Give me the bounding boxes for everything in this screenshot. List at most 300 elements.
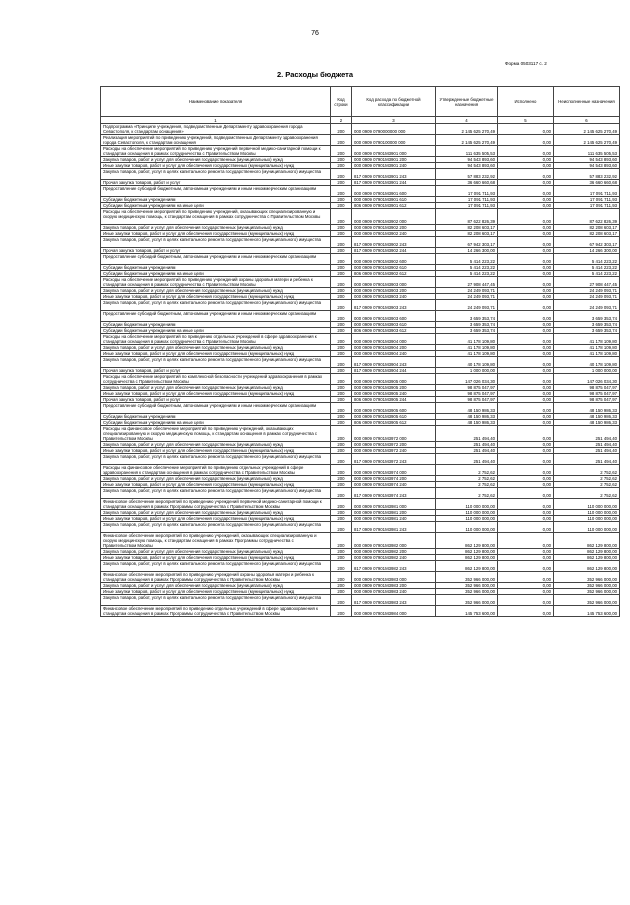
row-remaining: 110 000 000,00: [554, 499, 620, 510]
row-code: 200: [331, 265, 352, 271]
row-classification: 000 0909 07901М3974 200: [352, 476, 436, 482]
row-approved: 862 129 800,00: [436, 561, 498, 572]
row-classification: 000 0909 07901М3905 000: [352, 374, 436, 385]
row-classification: 000 0909 07901М3974 000: [352, 465, 436, 476]
row-remaining: 41 178 109,80: [554, 351, 620, 357]
row-name: Предоставление субсидий бюджетным, автономным учреждениям и иным некоммерческим организациям: [101, 186, 331, 197]
row-classification: 000 0909 07901М3983 200: [352, 583, 436, 589]
row-remaining: 862 129 800,00: [554, 533, 620, 549]
row-remaining: 5 414 223,22: [554, 254, 620, 265]
form-code: Форма 0503117 с. 2: [505, 61, 547, 66]
row-executed: 0,00: [498, 454, 554, 465]
row-executed: 0,00: [498, 237, 554, 248]
row-name: Закупка товаров, работ, услуг в целях капитального ремонта государственного (муниципального) имущества: [101, 300, 331, 311]
row-classification: 000 0909 07901М3972 240: [352, 448, 436, 454]
row-code: 200: [331, 454, 352, 465]
row-remaining: 110 000 000,00: [554, 516, 620, 522]
row-name: Расходы на финансовое обеспечение мероприятий по приведению учреждений, оказывающих специализированную и скорую медицинскую помощь, к стандартам оснащения в рамках сотрудничества с Правительством Москвы: [101, 426, 331, 442]
row-approved: 3 659 353,74: [436, 322, 498, 328]
row-classification: 817 0909 07901М3981 243: [352, 522, 436, 533]
row-code: 200: [331, 357, 352, 368]
row-name: Реализация мероприятий по приведению учреждений, подведомственных Департаменту здравоохранения города Севастополя, к стандартам оснащения: [101, 135, 331, 146]
row-approved: 1 000 000,00: [436, 368, 498, 374]
row-name: Финансовое обеспечение мероприятий по приведению учреждений, оказывающих специализированную и скорую медицинскую помощь, к стандартам оснащения в рамках Программы сотрудничества с Правительством Москвы: [101, 533, 331, 549]
row-executed: 0,00: [498, 516, 554, 522]
row-code: 200: [331, 414, 352, 420]
row-classification: 000 0909 07901М3903 240: [352, 294, 436, 300]
row-remaining: 94 543 893,60: [554, 163, 620, 169]
row-name: Иные закупки товаров, работ и услуг для обеспечения государственных (муниципальных) нужд: [101, 482, 331, 488]
row-approved: 87 622 826,39: [436, 209, 498, 225]
row-code: 200: [331, 157, 352, 163]
row-approved: 98 875 047,97: [436, 397, 498, 403]
row-code: 200: [331, 197, 352, 203]
column-number: 1: [101, 117, 331, 124]
row-code: 200: [331, 254, 352, 265]
row-code: 200: [331, 146, 352, 157]
row-classification: 817 0909 07901М3903 243: [352, 300, 436, 311]
row-classification: 000 0909 07901М3901 610: [352, 197, 436, 203]
row-name: Расходы на обеспечение мероприятий по приведению учреждений первичной медико-санитарной помощи к стандартам оснащения в рамках сотрудничества с Правительством Москвы: [101, 146, 331, 157]
row-remaining: 2 752,62: [554, 488, 620, 499]
row-name: Иные закупки товаров, работ и услуг для обеспечения государственных (муниципальных) нужд: [101, 163, 331, 169]
row-approved: 24 249 093,71: [436, 294, 498, 300]
row-remaining: 147 026 034,30: [554, 374, 620, 385]
row-executed: 0,00: [498, 499, 554, 510]
row-approved: 41 178 109,80: [436, 345, 498, 351]
row-executed: 0,00: [498, 476, 554, 482]
row-classification: 817 0909 07901М3972 243: [352, 454, 436, 465]
row-executed: 0,00: [498, 522, 554, 533]
row-approved: 36 660 660,68: [436, 180, 498, 186]
row-executed: 0,00: [498, 533, 554, 549]
row-executed: 0,00: [498, 510, 554, 516]
section-title: 2. Расходы бюджета: [276, 70, 354, 79]
row-name: Закупка товаров, работ, услуг в целях капитального ремонта государственного (муниципального) имущества: [101, 561, 331, 572]
row-remaining: 14 266 300,00: [554, 248, 620, 254]
row-name: Предоставление субсидий бюджетным, автономным учреждениям и иным некоммерческим организациям: [101, 403, 331, 414]
row-remaining: 862 129 800,00: [554, 555, 620, 561]
row-code: 200: [331, 334, 352, 345]
row-code: 200: [331, 124, 352, 135]
row-classification: 000 0909 07901М3983 000: [352, 572, 436, 583]
row-executed: 0,00: [498, 357, 554, 368]
row-approved: 352 966 000,00: [436, 595, 498, 606]
row-executed: 0,00: [498, 180, 554, 186]
row-code: 200: [331, 522, 352, 533]
row-approved: 48 150 986,33: [436, 420, 498, 426]
row-remaining: 1 000 000,00: [554, 368, 620, 374]
row-executed: 0,00: [498, 197, 554, 203]
row-remaining: 251 494,40: [554, 454, 620, 465]
row-name: Иные закупки товаров, работ и услуг для обеспечения государственных (муниципальных) нужд: [101, 231, 331, 237]
row-code: 200: [331, 248, 352, 254]
row-remaining: 2 752,62: [554, 482, 620, 488]
row-classification: 806 0909 07901М3902 612: [352, 271, 436, 277]
row-code: 200: [331, 533, 352, 549]
row-remaining: 111 635 505,53: [554, 146, 620, 157]
row-code: 200: [331, 368, 352, 374]
row-name: Иные закупки товаров, работ и услуг для обеспечения государственных (муниципальных) нужд: [101, 516, 331, 522]
row-name: Закупка товаров, работ и услуг для обеспечения государственных (муниципальных) нужд: [101, 157, 331, 163]
table-row: [101, 135, 620, 146]
row-remaining: 48 150 986,33: [554, 414, 620, 420]
row-code: 200: [331, 589, 352, 595]
row-remaining: 94 543 893,60: [554, 157, 620, 163]
row-remaining: 48 150 986,33: [554, 420, 620, 426]
row-code: 200: [331, 442, 352, 448]
row-name: Закупка товаров, работ и услуг для обеспечения государственных (муниципальных) нужд: [101, 288, 331, 294]
row-classification: 000 0909 07901М3902 200: [352, 225, 436, 231]
table-row: [101, 403, 620, 414]
row-approved: 24 249 093,71: [436, 288, 498, 294]
row-approved: 48 150 986,33: [436, 403, 498, 414]
row-approved: 98 875 047,97: [436, 385, 498, 391]
row-name: Закупка товаров, работ и услуг для обеспечения государственных (муниципальных) нужд: [101, 345, 331, 351]
row-classification: 817 0909 07901М3902 243: [352, 237, 436, 248]
table-row: [101, 186, 620, 197]
row-approved: 251 494,40: [436, 454, 498, 465]
row-classification: 000 0909 07901М3981 200: [352, 510, 436, 516]
row-approved: 251 494,40: [436, 426, 498, 442]
row-executed: 0,00: [498, 403, 554, 414]
column-header-approved: Утвержденные бюджетные назначения: [436, 87, 498, 117]
row-executed: 0,00: [498, 606, 554, 617]
row-approved: 251 494,40: [436, 448, 498, 454]
column-number: 5: [498, 117, 554, 124]
row-name: Закупка товаров, работ, услуг в целях капитального ремонта государственного (муниципального) имущества: [101, 357, 331, 368]
row-remaining: 17 091 711,93: [554, 197, 620, 203]
row-executed: 0,00: [498, 209, 554, 225]
row-code: 200: [331, 510, 352, 516]
row-remaining: 67 942 303,17: [554, 237, 620, 248]
row-executed: 0,00: [498, 124, 554, 135]
row-name: Субсидии бюджетным учреждениям: [101, 197, 331, 203]
row-code: 200: [331, 572, 352, 583]
row-name: Субсидии бюджетным учреждениям: [101, 322, 331, 328]
row-remaining: 24 249 093,71: [554, 294, 620, 300]
row-executed: 0,00: [498, 414, 554, 420]
row-executed: 0,00: [498, 549, 554, 555]
row-code: 200: [331, 499, 352, 510]
row-code: 200: [331, 606, 352, 617]
row-approved: 41 178 109,80: [436, 351, 498, 357]
row-name: Субсидии бюджетным учреждениям: [101, 414, 331, 420]
row-classification: 000 0909 07901М3901 240: [352, 163, 436, 169]
column-number: 4: [436, 117, 498, 124]
row-remaining: 5 414 223,22: [554, 271, 620, 277]
row-remaining: 2 145 625 270,49: [554, 124, 620, 135]
table-row: [101, 334, 620, 345]
row-name: Закупка товаров, работ и услуг для обеспечения государственных (муниципальных) нужд: [101, 385, 331, 391]
row-name: Предоставление субсидий бюджетным, автономным учреждениям и иным некоммерческим организациям: [101, 254, 331, 265]
column-number: 2: [331, 117, 352, 124]
row-remaining: 98 875 047,97: [554, 385, 620, 391]
row-code: 200: [331, 374, 352, 385]
row-remaining: 110 000 000,00: [554, 510, 620, 516]
row-approved: 110 000 000,00: [436, 522, 498, 533]
row-remaining: 82 208 603,17: [554, 225, 620, 231]
row-code: 200: [331, 391, 352, 397]
row-name: Финансовое обеспечение мероприятий по приведению учреждений первичной медико-санитарной помощи к стандартам оснащения в рамках Программы сотрудничества с Правительством Москвы: [101, 499, 331, 510]
column-number: 3: [352, 117, 436, 124]
row-name: Иные закупки товаров, работ и услуг для обеспечения государственных (муниципальных) нужд: [101, 448, 331, 454]
row-code: 200: [331, 555, 352, 561]
row-code: 200: [331, 322, 352, 328]
row-name: Прочая закупка товаров, работ и услуг: [101, 180, 331, 186]
column-number-row: [101, 117, 620, 124]
row-code: 200: [331, 403, 352, 414]
row-code: 200: [331, 288, 352, 294]
row-approved: 48 150 986,33: [436, 414, 498, 420]
row-code: 200: [331, 186, 352, 197]
table-row: [101, 454, 620, 465]
row-classification: 000 0909 0790100000 000: [352, 135, 436, 146]
row-approved: 67 942 303,17: [436, 237, 498, 248]
row-executed: 0,00: [498, 135, 554, 146]
row-name: Субсидии бюджетным учреждениям на иные цели: [101, 203, 331, 209]
row-executed: 0,00: [498, 368, 554, 374]
row-name: Закупка товаров, работ и услуг для обеспечения государственных (муниципальных) нужд: [101, 583, 331, 589]
row-executed: 0,00: [498, 420, 554, 426]
row-code: 200: [331, 231, 352, 237]
row-approved: 2 752,62: [436, 476, 498, 482]
table-row: [101, 465, 620, 476]
row-name: Иные закупки товаров, работ и услуг для обеспечения государственных (муниципальных) нужд: [101, 555, 331, 561]
table-row: [101, 237, 620, 248]
row-name: Расходы на обеспечение мероприятий по комплексной безопасности учреждений здравоохранения в рамках сотрудничества с Правительством Москвы: [101, 374, 331, 385]
row-name: Субсидии бюджетным учреждениям на иные цели: [101, 271, 331, 277]
table-row: [101, 606, 620, 617]
row-executed: 0,00: [498, 203, 554, 209]
row-name: Закупка товаров, работ и услуг для обеспечения государственных (муниципальных) нужд: [101, 510, 331, 516]
column-number: 6: [554, 117, 620, 124]
row-remaining: 98 875 047,97: [554, 391, 620, 397]
row-code: 200: [331, 237, 352, 248]
row-approved: 2 145 625 270,49: [436, 135, 498, 146]
row-approved: 2 145 625 270,49: [436, 124, 498, 135]
row-approved: 2 752,62: [436, 488, 498, 499]
row-remaining: 17 091 711,93: [554, 203, 620, 209]
row-approved: 147 026 034,30: [436, 374, 498, 385]
row-executed: 0,00: [498, 288, 554, 294]
row-code: 200: [331, 345, 352, 351]
row-name: Закупка товаров, работ, услуг в целях капитального ремонта государственного (муниципального) имущества: [101, 488, 331, 499]
row-executed: 0,00: [498, 146, 554, 157]
row-classification: 000 0909 07901М3903 000: [352, 277, 436, 288]
row-name: Закупка товаров, работ и услуг для обеспечения государственных (муниципальных) нужд: [101, 225, 331, 231]
row-classification: 000 0909 07901М3904 200: [352, 345, 436, 351]
row-classification: 000 0909 07901М3902 600: [352, 254, 436, 265]
row-remaining: 2 752,62: [554, 465, 620, 476]
row-approved: 352 966 000,00: [436, 572, 498, 583]
row-classification: 000 0909 07901М3901 200: [352, 157, 436, 163]
row-classification: 000 0909 07901М3905 240: [352, 391, 436, 397]
row-remaining: 57 883 232,92: [554, 169, 620, 180]
row-code: 200: [331, 180, 352, 186]
row-executed: 0,00: [498, 248, 554, 254]
row-executed: 0,00: [498, 169, 554, 180]
row-name: Закупка товаров, работ, услуг в целях капитального ремонта государственного (муниципального) имущества: [101, 595, 331, 606]
row-executed: 0,00: [498, 482, 554, 488]
row-approved: 352 966 000,00: [436, 589, 498, 595]
table-row: [101, 374, 620, 385]
row-code: 200: [331, 583, 352, 589]
row-code: 200: [331, 225, 352, 231]
row-classification: 000 0909 07901М3904 240: [352, 351, 436, 357]
row-approved: 3 659 353,74: [436, 328, 498, 334]
row-classification: 000 0909 07901М3982 240: [352, 555, 436, 561]
row-executed: 0,00: [498, 488, 554, 499]
row-approved: 5 414 223,22: [436, 254, 498, 265]
row-classification: 806 0909 07901М3901 612: [352, 203, 436, 209]
page-number: 76: [311, 30, 319, 37]
row-classification: 000 0909 07901М3981 000: [352, 499, 436, 510]
row-executed: 0,00: [498, 254, 554, 265]
row-executed: 0,00: [498, 328, 554, 334]
row-remaining: 862 129 800,00: [554, 549, 620, 555]
row-approved: 98 875 047,97: [436, 391, 498, 397]
row-code: 200: [331, 549, 352, 555]
table-row: [101, 124, 620, 135]
row-name: Расходы на финансовое обеспечение мероприятий по приведению отдельных учреждений в сфере здравоохранения к стандартам оснащения в рамках сотрудничества с Правительством Москвы: [101, 465, 331, 476]
row-code: 200: [331, 300, 352, 311]
row-executed: 0,00: [498, 334, 554, 345]
row-remaining: 3 659 353,74: [554, 328, 620, 334]
row-name: Субсидии бюджетным учреждениям на иные цели: [101, 328, 331, 334]
row-executed: 0,00: [498, 374, 554, 385]
table-row: [101, 300, 620, 311]
row-executed: 0,00: [498, 311, 554, 322]
row-name: Иные закупки товаров, работ и услуг для обеспечения государственных (муниципальных) нужд: [101, 294, 331, 300]
row-remaining: 98 875 047,97: [554, 397, 620, 403]
row-executed: 0,00: [498, 572, 554, 583]
row-remaining: 2 145 625 270,49: [554, 135, 620, 146]
row-remaining: 24 249 093,71: [554, 288, 620, 294]
row-code: 200: [331, 209, 352, 225]
row-approved: 2 752,62: [436, 465, 498, 476]
row-approved: 14 266 300,00: [436, 248, 498, 254]
row-remaining: 251 494,40: [554, 442, 620, 448]
row-name: Прочая закупка товаров, работ и услуг: [101, 397, 331, 403]
row-name: Иные закупки товаров, работ и услуг для обеспечения государственных (муниципальных) нужд: [101, 589, 331, 595]
row-executed: 0,00: [498, 465, 554, 476]
row-name: Субсидии бюджетным учреждениям: [101, 265, 331, 271]
row-executed: 0,00: [498, 345, 554, 351]
row-remaining: 82 208 603,17: [554, 231, 620, 237]
table-row: [101, 146, 620, 157]
row-approved: 5 414 223,22: [436, 265, 498, 271]
table-row: [101, 533, 620, 549]
table-row: [101, 209, 620, 225]
row-classification: 000 0909 07901М3905 600: [352, 403, 436, 414]
row-classification: 000 0909 07901М3984 000: [352, 606, 436, 617]
row-classification: 000 0909 07901М3905 200: [352, 385, 436, 391]
table-row: [101, 499, 620, 510]
row-approved: 94 543 893,60: [436, 157, 498, 163]
row-code: 200: [331, 203, 352, 209]
row-classification: 000 0909 0790000000 000: [352, 124, 436, 135]
row-name: Расходы на обеспечение мероприятий по приведению учреждений, оказывающих специализированную и скорую медицинскую помощь, к стандартам оснащения в рамках сотрудничества с Правительством Москвы: [101, 209, 331, 225]
table-row: [101, 254, 620, 265]
row-classification: 817 0909 07901М3901 243: [352, 169, 436, 180]
row-approved: 2 752,62: [436, 482, 498, 488]
row-code: 200: [331, 294, 352, 300]
table-body: [101, 124, 620, 617]
row-approved: 110 000 000,00: [436, 510, 498, 516]
row-name: Закупка товаров, работ и услуг для обеспечения государственных (муниципальных) нужд: [101, 549, 331, 555]
column-header-remaining: Неисполненные назначения: [554, 87, 620, 117]
row-executed: 0,00: [498, 186, 554, 197]
row-classification: 000 0909 07901М3982 200: [352, 549, 436, 555]
row-executed: 0,00: [498, 583, 554, 589]
row-executed: 0,00: [498, 322, 554, 328]
row-executed: 0,00: [498, 397, 554, 403]
row-name: Закупка товаров, работ и услуг для обеспечения государственных (муниципальных) нужд: [101, 442, 331, 448]
row-classification: 000 0909 07901М3983 240: [352, 589, 436, 595]
row-approved: 110 000 000,00: [436, 499, 498, 510]
row-classification: 817 0909 07901М3902 244: [352, 248, 436, 254]
row-approved: 145 753 600,00: [436, 606, 498, 617]
row-classification: 000 0909 07901М3972 200: [352, 442, 436, 448]
row-executed: 0,00: [498, 555, 554, 561]
row-executed: 0,00: [498, 231, 554, 237]
table-row: [101, 311, 620, 322]
table-header-row: [101, 87, 620, 117]
row-code: 200: [331, 488, 352, 499]
row-executed: 0,00: [498, 351, 554, 357]
row-executed: 0,00: [498, 391, 554, 397]
row-code: 200: [331, 277, 352, 288]
row-name: Расходы на обеспечение мероприятий по приведению учреждений охраны здоровья матери и ребенка к стандартам оснащения в рамках сотрудничества с Правительством Москвы: [101, 277, 331, 288]
column-header-code: Код строки: [331, 87, 352, 117]
row-approved: 111 635 505,53: [436, 146, 498, 157]
row-remaining: 352 966 000,00: [554, 589, 620, 595]
table-row: [101, 522, 620, 533]
row-code: 200: [331, 271, 352, 277]
row-remaining: 24 249 093,71: [554, 300, 620, 311]
row-name: Финансовое обеспечение мероприятий по приведению учреждений охраны здоровья матери и ребенка к стандартам оснащения в рамках Программы сотрудничества с Правительством Москвы: [101, 572, 331, 583]
row-approved: 17 091 711,93: [436, 186, 498, 197]
row-classification: 000 0909 07901М3901 600: [352, 186, 436, 197]
row-approved: 251 494,40: [436, 442, 498, 448]
row-approved: 862 129 800,00: [436, 549, 498, 555]
row-approved: 352 966 000,00: [436, 583, 498, 589]
row-code: 200: [331, 328, 352, 334]
table-row: [101, 169, 620, 180]
row-classification: 000 0909 07901М3905 610: [352, 414, 436, 420]
row-classification: 817 0909 07901М3904 244: [352, 368, 436, 374]
row-approved: 24 249 093,71: [436, 300, 498, 311]
row-classification: 817 0909 07901М3983 243: [352, 595, 436, 606]
row-name: Предоставление субсидий бюджетным, автономным учреждениям и иным некоммерческим организациям: [101, 311, 331, 322]
row-approved: 110 000 000,00: [436, 516, 498, 522]
row-classification: 000 0909 07901М3904 000: [352, 334, 436, 345]
row-name: Закупка товаров, работ, услуг в целях капитального ремонта государственного (муниципального) имущества: [101, 454, 331, 465]
row-executed: 0,00: [498, 225, 554, 231]
row-remaining: 48 150 986,33: [554, 403, 620, 414]
row-name: Закупка товаров, работ, услуг в целях капитального ремонта государственного (муниципального) имущества: [101, 169, 331, 180]
row-name: Субсидии бюджетным учреждениям на иные цели: [101, 420, 331, 426]
row-approved: 41 178 109,80: [436, 334, 498, 345]
row-code: 200: [331, 482, 352, 488]
row-remaining: 40 178 109,80: [554, 357, 620, 368]
row-executed: 0,00: [498, 271, 554, 277]
row-classification: 000 0909 07901М3903 610: [352, 322, 436, 328]
row-approved: 57 883 232,92: [436, 169, 498, 180]
row-code: 200: [331, 385, 352, 391]
row-remaining: 41 178 109,80: [554, 334, 620, 345]
